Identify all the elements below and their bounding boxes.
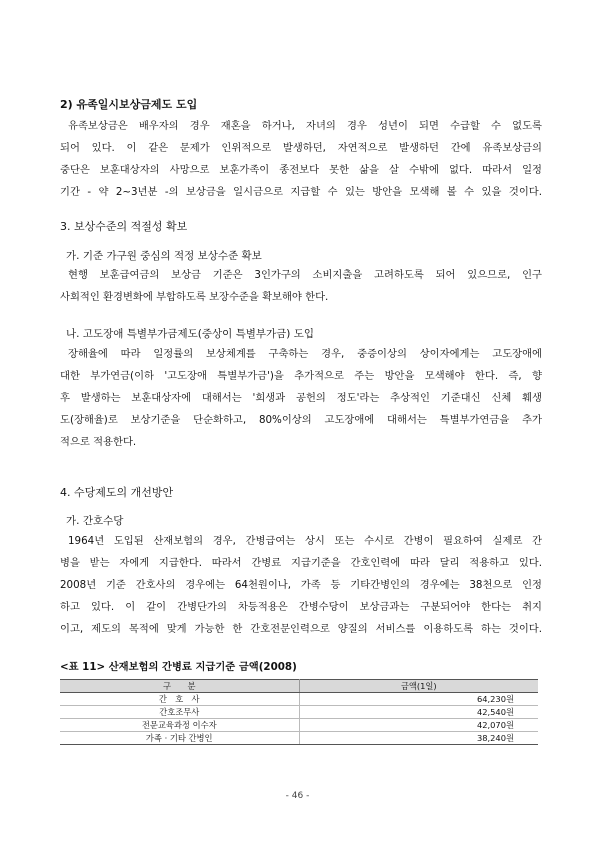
paragraph-line: 이고, 제도의 목적에 맞게 가능한 한 간호전문인력으로 양질의 서비스를 이용하도록 하는 것이다.	[60, 623, 542, 635]
paragraph-line: 현행 보훈급여금의 보상금 기준은 3인가구의 소비지출을 고려하도록 되어 있으므로, 인구	[68, 269, 542, 281]
paragraph-line: 장해율에 따라 일정률의 보상체계를 구축하는 경우, 중증이상의 상이자에게는 고도장애에	[68, 348, 542, 360]
table-cell-category: 간호조무사	[60, 706, 299, 719]
paragraph-line: 1964년 도입된 산재보험의 경우, 간병급여는 상시 또는 수시로 간병이 필요하여 실제로 간	[68, 535, 542, 547]
paragraph-line: 도(장해율)로 보상기준을 단순화하고, 80%이상의 고도장애에 대해서는 특별부가연금을 추가	[60, 414, 542, 426]
table-cell-category: 전문교육과정 이수자	[60, 719, 299, 732]
paragraph-bereaved-lump-sum	[60, 115, 542, 203]
paragraph-line: 기간 - 약 2~3년분 -의 보상금을 일시금으로 지급할 수 있는 방안을 모색해 볼 수 있을 것이다.	[60, 186, 542, 198]
table-cell-amount: 42,540원	[299, 706, 538, 719]
paragraph-line: 되어 있다. 이 같은 문제가 인위적으로 발생하던, 자연적으로 발생하던 간에 유족보상금의	[60, 142, 542, 154]
paragraph-line: 병을 받는 자에게 지급한다. 따라서 간병료 지급기준을 간호인력에 따라 달리 적용하고 있다.	[60, 557, 542, 569]
table-cell-category: 간 호 사	[60, 693, 299, 706]
table-row	[60, 719, 538, 732]
table-cell-category: 가족 · 기타 간병인	[60, 732, 299, 745]
paragraph-line: 2008년 기준 간호사의 경우에는 64천원이나, 가족 등 기타간병인의 경우에는 38천으로 인정	[60, 579, 542, 591]
table-header-amount: 금액(1일)	[299, 680, 538, 693]
section-heading-allowance-reform: 4. 수당제도의 개선방안	[60, 486, 174, 499]
page-number: - 46 -	[285, 791, 310, 801]
paragraph-severe-disability	[60, 343, 542, 453]
paragraph-nursing-allowance	[60, 530, 542, 640]
paragraph-line: 후 발생하는 보훈대상자에 대해서는 '희생과 공헌의 정도'라는 추상적인 기준대신 신체 훼생	[60, 392, 542, 404]
table-header-row	[60, 680, 538, 693]
table-row	[60, 732, 538, 745]
table-row	[60, 693, 538, 706]
table-cell-amount: 38,240원	[299, 732, 538, 745]
paragraph-line: 중단은 보훈대상자의 사망으로 보훈가족이 종전보다 못한 삶을 살 수밖에 없다. 따라서 일정	[60, 164, 542, 176]
nursing-fee-table	[60, 679, 538, 745]
section-heading-compensation-level: 3. 보상수준의 적절성 확보	[60, 220, 188, 233]
table-row	[60, 706, 538, 719]
paragraph-line: 대한 부가연금(이하 '고도장애 특별부가금')을 추가적으로 주는 방안을 모색해야 한다. 즉, 향	[60, 370, 542, 382]
subsection-heading-household-standard: 가. 기준 가구원 중심의 적정 보상수준 확보	[66, 250, 262, 262]
paragraph-household-standard	[60, 264, 542, 308]
subsection-heading-severe-disability: 나. 고도장애 특별부가금제도(중상이 특별부가금) 도입	[66, 328, 315, 340]
paragraph-line: 사회적인 환경변화에 부합하도록 보장수준을 확보해야 한다.	[60, 291, 329, 303]
section-heading-bereaved-lump-sum: 2) 유족일시보상금제도 도입	[60, 98, 198, 111]
paragraph-line: 유족보상금은 배우자의 경우 재혼을 하거나, 자녀의 경우 성년이 되면 수급할 수 없도록	[68, 120, 542, 132]
table-cell-amount: 42,070원	[299, 719, 538, 732]
paragraph-line: 하고 있다. 이 같이 간병단가의 차등적용은 간병수당이 보상금과는 구분되어야 한다는 취지	[60, 601, 542, 613]
subsection-heading-nursing-allowance: 가. 간호수당	[66, 515, 124, 527]
table-header-category: 구 분	[60, 680, 299, 693]
table-cell-amount: 64,230원	[299, 693, 538, 706]
paragraph-line: 적으로 적용한다.	[60, 436, 137, 448]
table-caption: <표 11> 산재보험의 간병료 지급기준 금액(2008)	[60, 661, 297, 673]
